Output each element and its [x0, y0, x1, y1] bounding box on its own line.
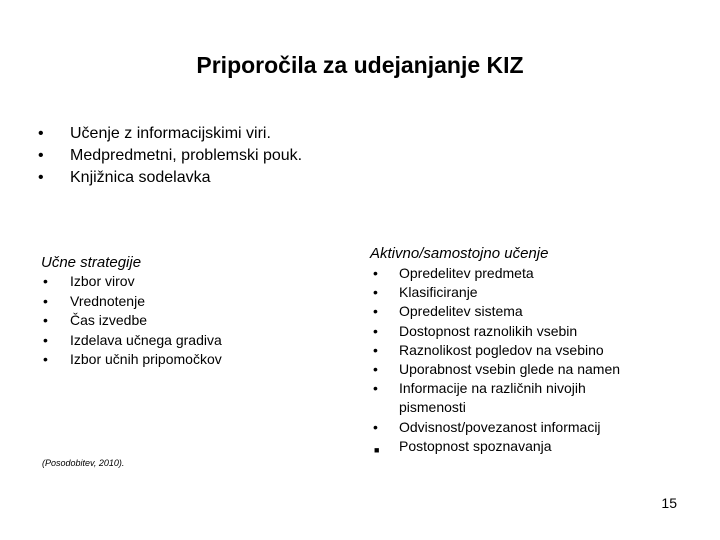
bullet-icon: • — [373, 322, 378, 339]
list-item — [373, 302, 639, 321]
list-item — [373, 322, 639, 341]
slide-title: Priporočila za udejanjanje KIZ — [196, 52, 524, 78]
list-item-text: Izbor virov — [70, 273, 135, 289]
list-item — [373, 360, 639, 379]
page-number: 15 — [661, 495, 677, 511]
citation: (Posodobitev, 2010). — [42, 458, 125, 468]
list-item — [38, 145, 302, 167]
learning-strategies-list — [43, 272, 222, 370]
list-item — [43, 292, 222, 312]
list-item-text: Klasificiranje — [399, 284, 478, 301]
right-column-heading: Aktivno/samostojno učenje — [370, 245, 549, 262]
bullet-icon: • — [373, 303, 378, 320]
square-bullet-icon: ■ — [374, 444, 380, 455]
bullet-icon: • — [38, 125, 44, 142]
list-item-text: Izdelava učnega gradiva — [70, 331, 222, 348]
list-item-text: Odvisnost/povezanost informacij — [399, 418, 601, 435]
list-item — [373, 283, 639, 302]
list-item — [43, 272, 222, 292]
active-learning-list — [373, 264, 639, 456]
list-item — [373, 341, 639, 360]
bullet-icon: • — [43, 273, 48, 289]
bullet-icon: • — [43, 292, 48, 309]
bullet-icon: • — [373, 341, 378, 358]
list-item-text: Učenje z informacijskimi viri. — [70, 125, 271, 142]
bullet-icon: • — [43, 351, 48, 367]
list-item-text: Čas izvedbe — [70, 312, 148, 328]
list-item — [43, 311, 222, 331]
list-item-text: Opredelitev sistema — [399, 303, 523, 320]
bullet-icon: • — [38, 147, 44, 164]
list-item-text: Medpredmetni, problemski pouk. — [70, 147, 303, 164]
list-item-text: Dostopnost raznolikih vsebin — [399, 322, 578, 339]
bullet-icon: • — [373, 361, 378, 378]
bullet-icon: • — [43, 331, 48, 348]
list-item-text: Informacije na različnih nivojih pismenosti — [399, 380, 586, 416]
list-item-text: Raznolikost pogledov na vsebino — [399, 341, 604, 358]
bullet-icon: • — [38, 169, 44, 186]
bullet-icon: • — [373, 380, 378, 397]
bullet-icon: • — [373, 265, 378, 281]
bullet-icon: • — [373, 284, 378, 301]
list-item — [38, 167, 302, 189]
list-item — [38, 123, 302, 145]
left-column-heading: Učne strategije — [41, 254, 142, 271]
list-item-text: Izbor učnih pripomočkov — [70, 351, 222, 367]
bullet-icon: • — [43, 312, 48, 328]
list-item — [373, 437, 639, 456]
list-item — [43, 331, 222, 351]
list-item-text: Vrednotenje — [70, 292, 145, 309]
list-item-text: Opredelitev predmeta — [399, 265, 534, 281]
main-points-list — [38, 123, 302, 189]
list-item-text: Postopnost spoznavanja — [399, 437, 552, 454]
list-item — [43, 350, 222, 370]
list-item-text: Knjižnica sodelavka — [70, 169, 211, 186]
list-item — [373, 264, 639, 283]
bullet-icon: • — [373, 418, 378, 435]
list-item — [373, 418, 639, 437]
list-item-text: Uporabnost vsebin glede na namen — [399, 361, 621, 378]
list-item — [373, 379, 639, 417]
